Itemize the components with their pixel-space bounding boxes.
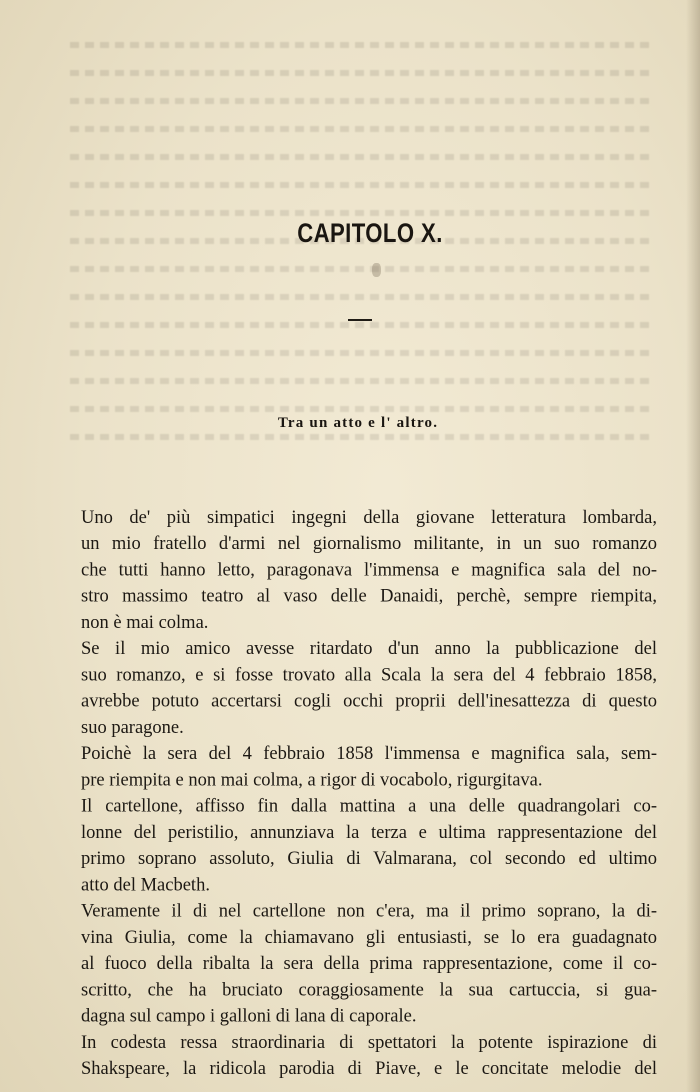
text-line: primo soprano assoluto, Giulia di Valmarana, col secondo ed ultimo (81, 848, 657, 870)
body-text (81, 505, 657, 1083)
text-line: suo romanzo, e si fosse trovato alla Scala la sera del 4 febbraio 1858, (81, 664, 657, 686)
paragraph (81, 1030, 657, 1083)
text-line: atto del Macbeth. (81, 874, 210, 896)
text-line: stro massimo teatro al vaso delle Danaidi, perchè, sempre riempita, (81, 585, 657, 607)
text-line: che tutti hanno letto, paragonava l'immensa e magnifica sala del no- (81, 559, 657, 581)
text-line: Poichè la sera del 4 febbraio 1858 l'immensa e magnifica sala, sem- (81, 743, 657, 765)
text-line: Se il mio amico avesse ritardato d'un anno la pubblicazione del (81, 638, 657, 660)
paragraph (81, 636, 657, 741)
text-line: al fuoco della ribalta la sera della prima rappresentazione, come il co- (81, 953, 657, 975)
text-line: Il cartellone, affisso fin dalla mattina a una delle quadrangolari co- (81, 795, 657, 817)
text-line: scritto, che ha bruciato coraggiosamente la sua cartuccia, si gua- (81, 979, 657, 1001)
text-line: Veramente il di nel cartellone non c'era, ma il primo soprano, la di- (81, 900, 657, 922)
text-line: vina Giulia, come la chiamavano gli entusiasti, se lo era guadagnato (81, 927, 657, 949)
text-line: dagna sul campo i galloni di lana di caporale. (81, 1005, 417, 1027)
text-line: Uno de' più simpatici ingegni della giovane letteratura lombarda, (81, 507, 657, 529)
text-line: Shakspeare, la ridicola parodia di Piave, e le concitate melodie del (81, 1058, 657, 1080)
paragraph (81, 899, 657, 1030)
section-title: Tra un atto e l' altro. (277, 415, 439, 431)
text-line: pre riempita e non mai colma, a rigor di vocabolo, rigurgitava. (81, 769, 543, 791)
text-line: lonne del peristilio, annunziava la terza e ultima rappresentazione del (81, 822, 657, 844)
text-line: avrebbe potuto accertarsi cogli occhi proprii dell'inesattezza di questo (81, 690, 657, 712)
chapter-title: CAPITOLO X. (297, 218, 443, 248)
chapter-divider (348, 319, 372, 321)
paragraph (81, 505, 657, 636)
text-line: non è mai colma. (81, 612, 209, 634)
ink-blot (372, 263, 381, 277)
text-line: un mio fratello d'armi nel giornalismo militante, in un suo romanzo (81, 533, 657, 555)
text-line: In codesta ressa straordinaria di spettatori la potente ispirazione di (81, 1032, 657, 1054)
page-edge-shadow (686, 0, 700, 1092)
paragraph (81, 794, 657, 899)
text-line: suo paragone. (81, 717, 184, 739)
paragraph (81, 741, 657, 794)
